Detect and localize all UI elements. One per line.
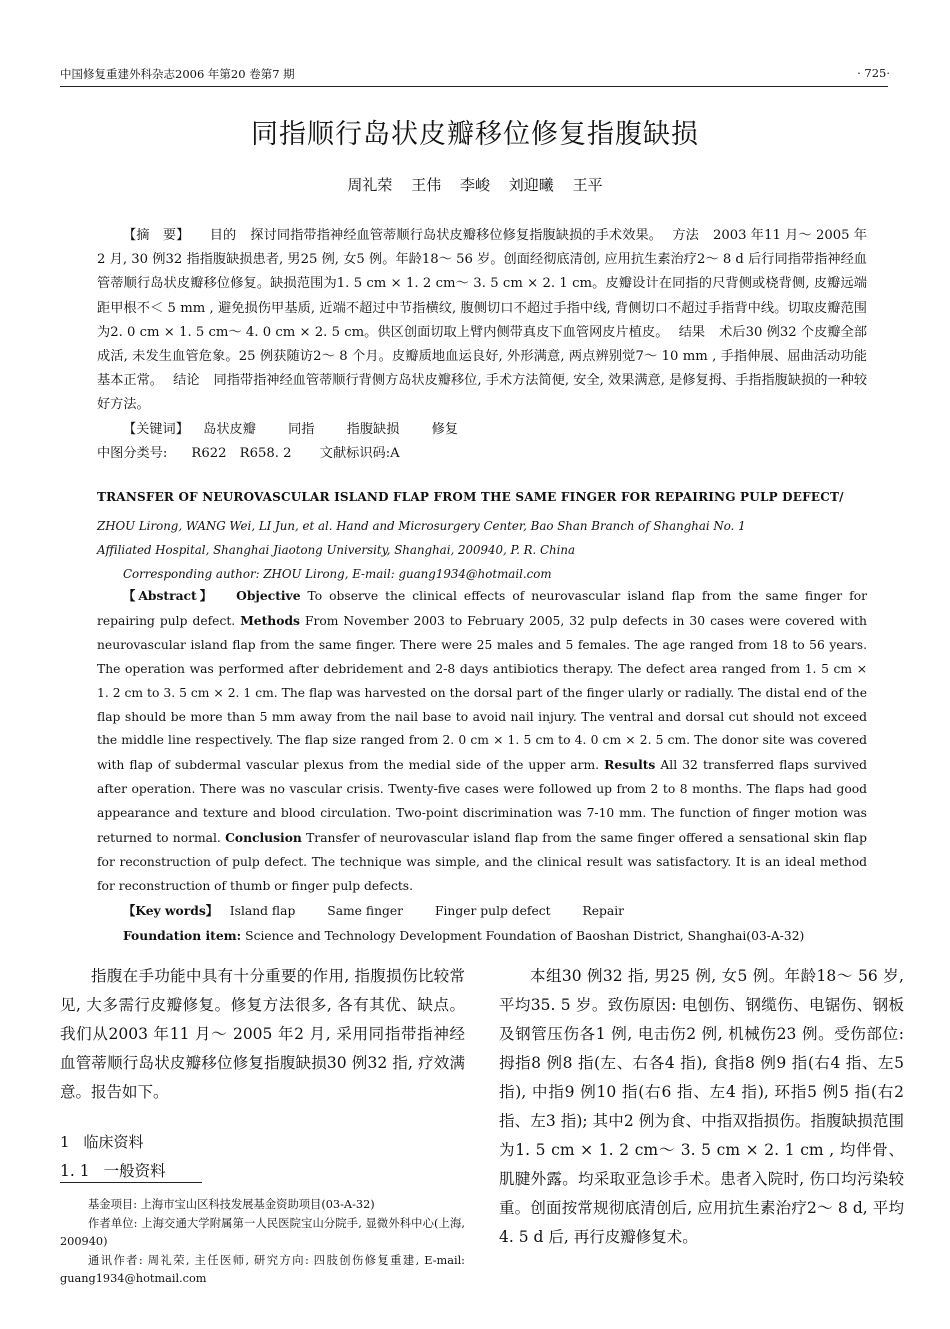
conclusion-label-en: Conclusion	[225, 830, 302, 846]
keywords-en-label: 【Key words】	[123, 902, 219, 918]
keywords-en	[97, 899, 867, 924]
conclusion-text-zh: 同指带指神经血管蒂顺行背侧方岛状皮瓣移位, 手术方法简便, 安全, 效果满意, 是修复拇、手指指腹缺损的一种较好方法。	[97, 373, 868, 413]
objective-text-en: To observe the clinical effects of neurovascular island flap from the same finger for repairing pulp defect.	[97, 589, 867, 628]
classification-line	[97, 442, 867, 466]
affiliation-footnote: 作者单位: 上海交通大学附属第一人民医院宝山分院手, 显微外科中心(上海, 200940)	[60, 1216, 465, 1248]
section-number: 1	[60, 1133, 70, 1151]
author: 周礼荣	[347, 176, 393, 194]
header-rule	[60, 86, 888, 87]
right-column	[499, 962, 904, 1252]
keyword-zh: 修复	[431, 421, 458, 437]
author: 王伟	[411, 176, 442, 194]
methods-label-zh: 方法	[672, 228, 699, 243]
author: 王平	[572, 176, 603, 194]
objective-label-zh: 目的	[209, 228, 237, 243]
results-text-en: All 32 transferred flaps survived after operation. There was no vascular crisis. Twenty-five cases were followed up from 2 to 8 months. The flaps had good appearance and texture and blood circulation. Two-point discrimination was 7-10 mm. The function of finger motion was returned to normal.	[97, 758, 867, 846]
abstract-en-label: 【Abstract】	[123, 588, 216, 603]
conclusion-label-zh: 结论	[173, 373, 200, 389]
english-title: TRANSFER OF NEUROVASCULAR ISLAND FLAP FROM THE SAME FINGER FOR REPAIRING PULP DEFECT/	[97, 490, 844, 504]
conclusion-text-en: Transfer of neurovascular island flap from the same finger offered a sensational skin flap for reconstruction of pulp defect. The technique was simple, and the clinical result was satisfactory. It is an ideal method for reconstruction of thumb or finger pulp defects.	[97, 831, 867, 893]
results-label-zh: 结果	[678, 324, 706, 340]
authors-line-1: ZHOU Lirong, WANG Wei, LI Jun, et al. Hand and Microsurgery Center, Bao Shan Branch of Shanghai No. 1	[97, 519, 746, 533]
results-text-zh: 术后30 例32 个皮瓣全部成活, 未发生血管危象。25 例获随访2～ 8 个月。皮瓣质地血运良好, 外形满意, 两点辨别觉7～ 10 mm , 手指伸展、屈曲活动功能基本正常。	[97, 324, 868, 389]
keyword-en: Repair	[582, 903, 625, 918]
abstract-zh-label: 【摘 要】	[123, 228, 190, 243]
keyword-en: Finger pulp defect	[434, 903, 551, 918]
section-heading	[60, 1128, 465, 1157]
general-data-paragraph: 本组30 例32 指, 男25 例, 女5 例。年龄18～ 56 岁, 平均35. 5 岁。致伤原因: 电刨伤、钢缆伤、电锯伤、钢板及钢管压伤各1 例, 电击伤2 例, 机械伤23 例。受伤部位: 拇指8 例8 指(左、右各4 指), 食指8 例9 指(右4 指、左5 指), 中指9 例10 指(右6 指、左4 指), 环指5 例5 指(右2 指、左3 指); 其中2 例为食、中指双指损伤。指腹缺损范围为1. 5 cm × 1. 2 cm～ 3. 5 cm × 2. 1 cm , 均伴骨、肌腱外露。均采取亚急诊手术。患者入院时, 伤口均污染较重。创面按常规彻底清创后, 应用抗生素治疗2～ 8 d, 平均4. 5 d 后, 再行皮瓣修复术。	[499, 967, 904, 1246]
authors-line-2: Affiliated Hospital, Shanghai Jiaotong University, Shanghai, 200940, P. R. China	[97, 543, 575, 557]
subsection-title: 一般资料	[103, 1162, 166, 1180]
abstract-zh-text	[97, 224, 867, 418]
doc-code-value: A	[390, 445, 400, 461]
author-list	[0, 174, 950, 195]
methods-text-en: From November 2003 to February 2005, 32 pulp defects in 30 cases were covered with neurovascular island flap from the same finger. There were 25 males and 5 females. The age ranged from 18 to 56 years. The operation was performed after debridement and 2-8 days antibiotics therapy. The defect area ranged from 1. 5 cm × 1. 2 cm to 3. 5 cm × 2. 1 cm. The flap was harvested on the dorsal part of the finger ularly or radially. The distal end of the flap should be more than 5 mm away from the nail base to avoid nail injury. The ventral and dorsal cut should not exceed the middle line respectively. The flap size ranged from 2. 0 cm × 1. 5 cm to 4. 0 cm × 2. 5 cm. The donor site was covered with flap of subdermal vascular plexus from the medial side of the upper arm.	[97, 613, 867, 773]
left-column	[60, 962, 465, 1186]
section-title: 临床资料	[83, 1133, 144, 1151]
author: 李峻	[459, 176, 490, 194]
english-authors	[97, 514, 867, 586]
methods-label-en: Methods	[240, 612, 300, 628]
correspondence-footnote: 通讯作者: 周礼荣, 主任医师, 研究方向: 四肢创伤修复重建, E-mail: guang1934@hotmail.com	[60, 1253, 465, 1285]
keywords-zh	[97, 418, 867, 442]
keyword-zh: 岛状皮瓣	[203, 421, 256, 437]
results-label-en: Results	[604, 757, 656, 773]
journal-info: 中国修复重建外科杂志2006 年第20 卷第7 期	[60, 67, 295, 81]
chinese-abstract	[97, 224, 867, 466]
footnote-rule	[60, 1182, 202, 1183]
abstract-en-text	[97, 584, 867, 899]
keyword-en: Same finger	[327, 903, 404, 918]
page-number: · 725·	[857, 66, 890, 80]
methods-text-zh: 2003 年11 月～ 2005 年2 月, 30 例32 指指腹缺损患者, 男25 例, 女5 例。年龄18～ 56 岁。创面经彻底清创, 应用抗生素治疗2～ 8 d 后行同指带指神经血管蒂顺行岛状皮瓣移位修复。缺损范围为1. 5 cm × 1. 2 cm～ 3. 5 cm × 2. 1 cm。皮瓣设计在同指的尺背侧或桡背侧, 皮瓣远端距甲根不＜ 5 mm , 避免损伤甲基质, 近端不超过中节指横纹, 腹侧切口不超过手指中线, 背侧切口不超过手指背中线。切取皮瓣范围为2. 0 cm × 1. 5 cm～ 4. 0 cm × 2. 5 cm。供区创面切取上臂内侧带真皮下血管网皮片植皮。	[97, 228, 868, 340]
keywords-zh-label: 【关键词】	[123, 421, 189, 437]
fund-footnote: 基金项目: 上海市宝山区科技发展基金资助项目(03-A-32)	[88, 1198, 375, 1211]
keyword-zh: 同指	[288, 421, 315, 437]
author: 刘迎曦	[508, 176, 554, 194]
doc-code-label: 文献标识码:	[319, 445, 391, 461]
intro-paragraph: 指腹在手功能中具有十分重要的作用, 指腹损伤比较常见, 大多需行皮瓣修复。修复方法很多, 各有其优、缺点。我们从2003 年11 月～ 2005 年2 月, 采用同指带指神经血管蒂顺行岛状皮瓣移位修复指腹缺损30 例32 指, 疗效满意。报告如下。	[60, 967, 465, 1101]
corresponding-author: Corresponding author: ZHOU Lirong, E-mail: guang1934@hotmail.com	[123, 567, 552, 581]
foundation-label: Foundation item:	[123, 927, 242, 943]
article-title: 同指顺行岛状皮瓣移位修复指腹缺损	[251, 119, 699, 150]
keyword-en: Island flap	[229, 903, 296, 918]
foundation-text: Science and Technology Development Foundation of Baoshan District, Shanghai(03-A-32)	[245, 928, 805, 943]
footnotes	[60, 1196, 465, 1289]
subsection-number: 1. 1	[60, 1162, 90, 1180]
objective-label-en: Objective	[236, 588, 301, 603]
clc-value: R622 R658. 2	[191, 445, 292, 461]
clc-label: 中图分类号:	[97, 445, 168, 461]
english-abstract	[97, 584, 867, 949]
keyword-zh: 指腹缺损	[346, 421, 400, 437]
objective-text-zh: 探讨同指带指神经血管蒂顺行岛状皮瓣移位修复指腹缺损的手术效果。	[250, 228, 663, 243]
foundation-en	[97, 924, 867, 949]
running-header	[60, 66, 890, 84]
